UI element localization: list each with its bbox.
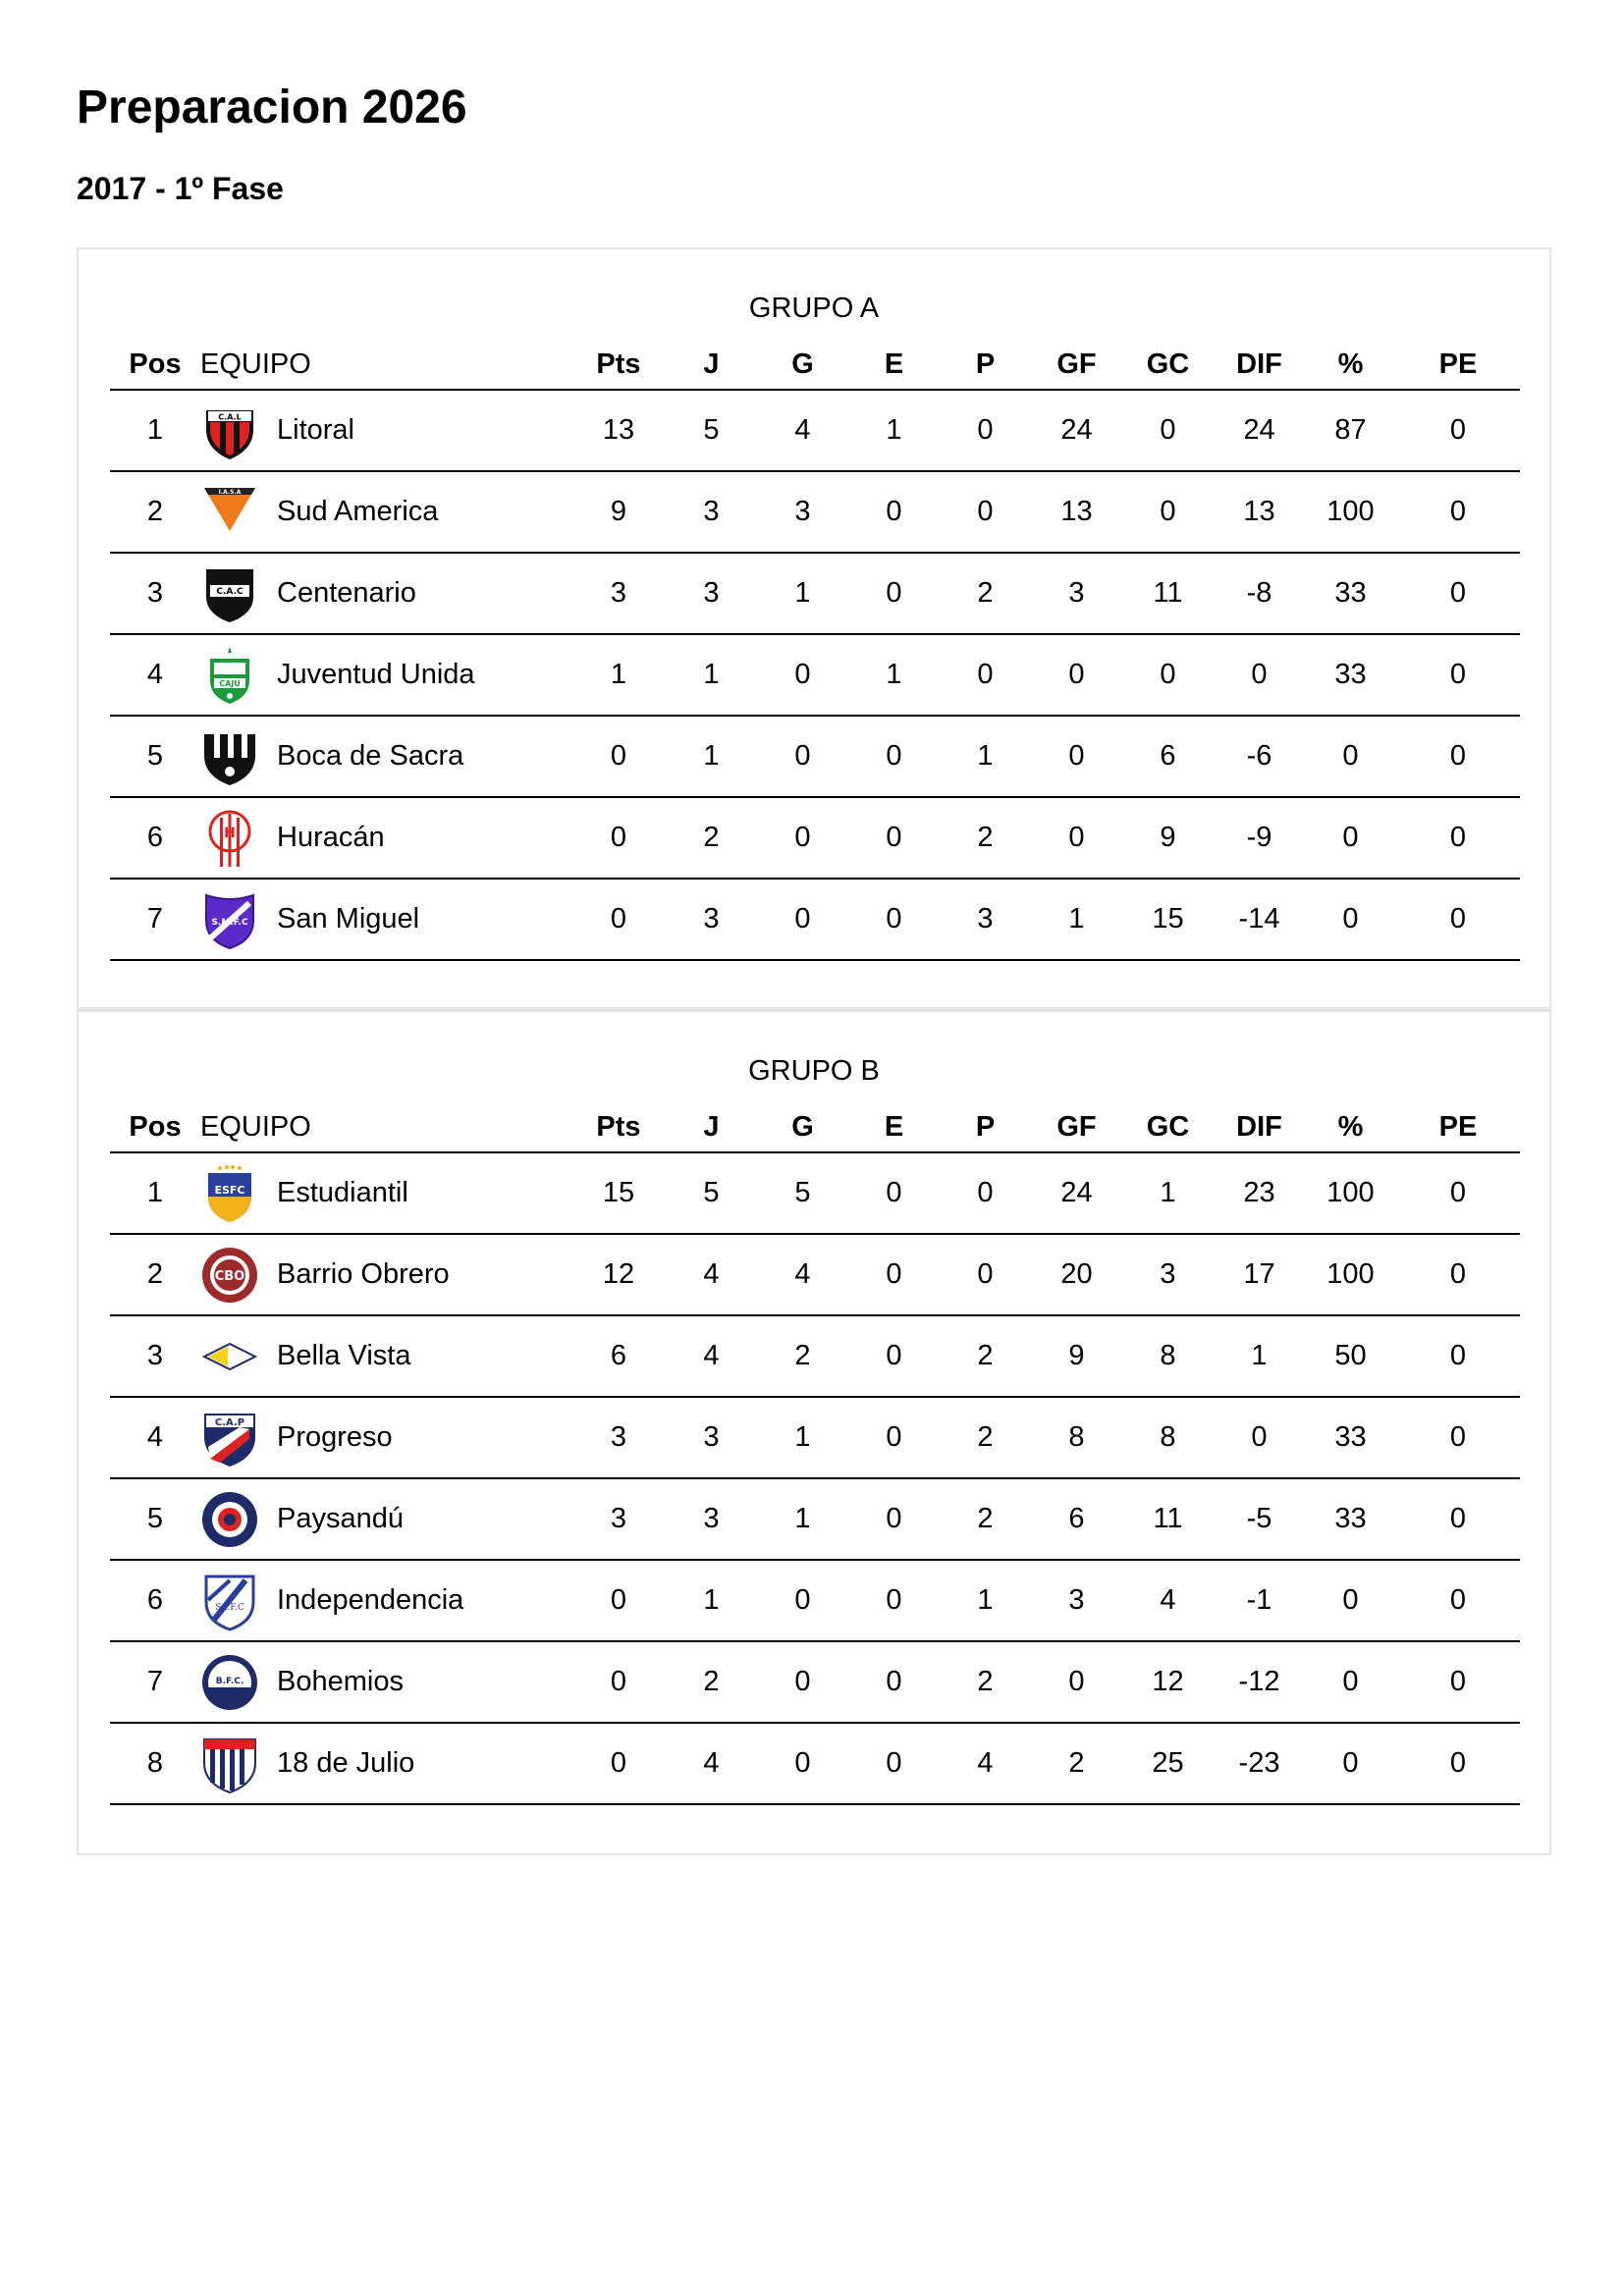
g-cell: 1 (757, 1397, 848, 1478)
svg-text:I.A.S.A: I.A.S.A (218, 488, 242, 496)
g-cell: 1 (757, 1478, 848, 1560)
p-cell: 0 (940, 1152, 1031, 1234)
estudiantil-crest-icon (200, 1163, 259, 1224)
j-cell: 4 (666, 1234, 757, 1315)
p-cell: 2 (940, 797, 1031, 879)
group-title: GRUPO B (748, 1055, 880, 1087)
pos-cell: 6 (110, 1560, 200, 1641)
gc-cell: 0 (1122, 390, 1214, 471)
table-row (110, 553, 1520, 634)
j-cell: 4 (666, 1723, 757, 1804)
gf-cell: 0 (1031, 1641, 1122, 1723)
j-cell: 3 (666, 1397, 757, 1478)
table-row (110, 1560, 1520, 1641)
pct-cell: 33 (1305, 1478, 1396, 1560)
j-cell: 3 (666, 879, 757, 960)
svg-text:ESFC: ESFC (214, 1183, 245, 1197)
p-cell: 0 (940, 390, 1031, 471)
g-cell: 2 (757, 1315, 848, 1397)
e-cell: 1 (848, 390, 940, 471)
gf-cell: 8 (1031, 1397, 1122, 1478)
pe-cell: 0 (1396, 390, 1520, 471)
g-cell: 0 (757, 1641, 848, 1723)
p-cell: 2 (940, 1641, 1031, 1723)
dif-cell: 0 (1214, 634, 1305, 716)
pct-cell: 0 (1305, 716, 1396, 797)
team-cell (200, 553, 571, 634)
e-cell: 0 (848, 1397, 940, 1478)
pct-cell: 33 (1305, 553, 1396, 634)
table-row (110, 1723, 1520, 1804)
p-cell: 4 (940, 1723, 1031, 1804)
page-subtitle: 2017 - 1º Fase (77, 171, 284, 206)
gf-cell: 3 (1031, 553, 1122, 634)
gc-cell: 0 (1122, 634, 1214, 716)
pos-cell: 2 (110, 471, 200, 553)
team-name: 18 de Julio (277, 1747, 415, 1779)
e-cell: 1 (848, 634, 940, 716)
pct-cell: 0 (1305, 797, 1396, 879)
j-cell: 1 (666, 634, 757, 716)
dif-cell: -14 (1214, 879, 1305, 960)
col-gf: GF (1031, 340, 1122, 390)
g-cell: 0 (757, 797, 848, 879)
header-row (110, 340, 1520, 390)
pct-cell: 100 (1305, 1234, 1396, 1315)
col-equipo: EQUIPO (200, 340, 571, 390)
g-cell: 0 (757, 1560, 848, 1641)
svg-text:H: H (224, 825, 236, 841)
e-cell: 0 (848, 879, 940, 960)
gc-cell: 25 (1122, 1723, 1214, 1804)
g-cell: 5 (757, 1152, 848, 1234)
e-cell: 0 (848, 1723, 940, 1804)
svg-text:CAJU: CAJU (219, 678, 241, 688)
col-j: J (666, 340, 757, 390)
team-cell (200, 716, 571, 797)
svg-text:C.A.C: C.A.C (216, 586, 243, 597)
e-cell: 0 (848, 1234, 940, 1315)
pts-cell: 0 (571, 879, 666, 960)
team-cell (200, 1641, 571, 1723)
pts-cell: 15 (571, 1152, 666, 1234)
svg-text:S.M.F.C: S.M.F.C (211, 917, 248, 928)
dif-cell: 17 (1214, 1234, 1305, 1315)
team-cell (200, 1397, 571, 1478)
pct-cell: 0 (1305, 1560, 1396, 1641)
gf-cell: 0 (1031, 797, 1122, 879)
team-cell (200, 1315, 571, 1397)
gc-cell: 0 (1122, 471, 1214, 553)
table-row (110, 1641, 1520, 1723)
table-row (110, 879, 1520, 960)
e-cell: 0 (848, 1152, 940, 1234)
page-title: Preparacion 2026 (77, 81, 467, 133)
team-name: Sud America (277, 496, 439, 527)
j-cell: 5 (666, 390, 757, 471)
standings-table (110, 340, 1520, 961)
team-cell (200, 1560, 571, 1641)
j-cell: 2 (666, 1641, 757, 1723)
team-cell (200, 1723, 571, 1804)
group-title: GRUPO A (748, 293, 880, 324)
pe-cell: 0 (1396, 1152, 1520, 1234)
pct-cell: 100 (1305, 1152, 1396, 1234)
p-cell: 2 (940, 1397, 1031, 1478)
dif-cell: -9 (1214, 797, 1305, 879)
litoral-crest-icon (200, 400, 259, 461)
e-cell: 0 (848, 797, 940, 879)
col-pos: Pos (110, 1102, 200, 1152)
huracan-crest-icon (200, 808, 259, 869)
team-name: Bohemios (277, 1666, 404, 1697)
pts-cell: 12 (571, 1234, 666, 1315)
team-cell (200, 634, 571, 716)
pts-cell: 0 (571, 797, 666, 879)
col-e: E (848, 340, 940, 390)
p-cell: 0 (940, 634, 1031, 716)
bella-vista-crest-icon (200, 1326, 259, 1387)
juventud-unida-crest-icon (200, 645, 259, 706)
pts-cell: 0 (571, 1723, 666, 1804)
san-miguel-crest-icon (200, 889, 259, 950)
pts-cell: 0 (571, 1560, 666, 1641)
team-name: Boca de Sacra (277, 740, 464, 772)
pts-cell: 6 (571, 1315, 666, 1397)
gc-cell: 3 (1122, 1234, 1214, 1315)
gf-cell: 3 (1031, 1560, 1122, 1641)
paysandu-crest-icon (200, 1489, 259, 1550)
pos-cell: 6 (110, 797, 200, 879)
gf-cell: 9 (1031, 1315, 1122, 1397)
table-row (110, 634, 1520, 716)
gf-cell: 13 (1031, 471, 1122, 553)
gf-cell: 24 (1031, 1152, 1122, 1234)
dif-cell: 13 (1214, 471, 1305, 553)
pct-cell: 87 (1305, 390, 1396, 471)
e-cell: 0 (848, 1315, 940, 1397)
col-dif: DIF (1214, 1102, 1305, 1152)
svg-text:S.I.F.C: S.I.F.C (215, 1602, 244, 1613)
pe-cell: 0 (1396, 553, 1520, 634)
col-pct: % (1305, 340, 1396, 390)
pts-cell: 0 (571, 1641, 666, 1723)
centenario-crest-icon (200, 563, 259, 624)
pos-cell: 5 (110, 1478, 200, 1560)
group-b-card (77, 1009, 1551, 1855)
team-name: Huracán (277, 822, 385, 853)
col-j: J (666, 1102, 757, 1152)
pts-cell: 0 (571, 716, 666, 797)
pos-cell: 4 (110, 1397, 200, 1478)
team-name: Centenario (277, 577, 416, 609)
team-name: Paysandú (277, 1503, 404, 1534)
team-name: Estudiantil (277, 1177, 408, 1208)
pct-cell: 50 (1305, 1315, 1396, 1397)
pos-cell: 1 (110, 1152, 200, 1234)
pts-cell: 9 (571, 471, 666, 553)
g-cell: 1 (757, 553, 848, 634)
barrio-obrero-crest-icon (200, 1245, 259, 1306)
pe-cell: 0 (1396, 1560, 1520, 1641)
pts-cell: 13 (571, 390, 666, 471)
gf-cell: 1 (1031, 879, 1122, 960)
table-row (110, 390, 1520, 471)
dif-cell: 23 (1214, 1152, 1305, 1234)
col-gc: GC (1122, 1102, 1214, 1152)
dif-cell: 1 (1214, 1315, 1305, 1397)
g-cell: 0 (757, 634, 848, 716)
pe-cell: 0 (1396, 1723, 1520, 1804)
header-row (110, 1102, 1520, 1152)
pos-cell: 3 (110, 1315, 200, 1397)
team-name: Progreso (277, 1421, 393, 1453)
dif-cell: -6 (1214, 716, 1305, 797)
team-name: Bella Vista (277, 1340, 411, 1371)
team-cell (200, 471, 571, 553)
gf-cell: 0 (1031, 716, 1122, 797)
p-cell: 3 (940, 879, 1031, 960)
pos-cell: 7 (110, 1641, 200, 1723)
gc-cell: 11 (1122, 1478, 1214, 1560)
pts-cell: 3 (571, 1478, 666, 1560)
gc-cell: 1 (1122, 1152, 1214, 1234)
dif-cell: -1 (1214, 1560, 1305, 1641)
team-cell (200, 390, 571, 471)
p-cell: 1 (940, 716, 1031, 797)
dif-cell: 24 (1214, 390, 1305, 471)
gc-cell: 6 (1122, 716, 1214, 797)
gf-cell: 24 (1031, 390, 1122, 471)
pe-cell: 0 (1396, 1641, 1520, 1723)
p-cell: 2 (940, 1478, 1031, 1560)
col-gf: GF (1031, 1102, 1122, 1152)
table-row (110, 716, 1520, 797)
dif-cell: -23 (1214, 1723, 1305, 1804)
pos-cell: 7 (110, 879, 200, 960)
e-cell: 0 (848, 1560, 940, 1641)
pts-cell: 1 (571, 634, 666, 716)
table-row (110, 1397, 1520, 1478)
col-dif: DIF (1214, 340, 1305, 390)
pct-cell: 33 (1305, 634, 1396, 716)
team-cell (200, 1478, 571, 1560)
pe-cell: 0 (1396, 879, 1520, 960)
g-cell: 4 (757, 390, 848, 471)
group-a-card (77, 247, 1551, 1009)
p-cell: 2 (940, 1315, 1031, 1397)
p-cell: 0 (940, 471, 1031, 553)
pct-cell: 100 (1305, 471, 1396, 553)
j-cell: 3 (666, 1478, 757, 1560)
gf-cell: 20 (1031, 1234, 1122, 1315)
pct-cell: 0 (1305, 1641, 1396, 1723)
dif-cell: -12 (1214, 1641, 1305, 1723)
col-g: G (757, 1102, 848, 1152)
p-cell: 0 (940, 1234, 1031, 1315)
pe-cell: 0 (1396, 1397, 1520, 1478)
svg-text:C.A.L: C.A.L (218, 412, 242, 421)
e-cell: 0 (848, 471, 940, 553)
gc-cell: 11 (1122, 553, 1214, 634)
pos-cell: 3 (110, 553, 200, 634)
team-cell (200, 1152, 571, 1234)
j-cell: 2 (666, 797, 757, 879)
pe-cell: 0 (1396, 471, 1520, 553)
e-cell: 0 (848, 1478, 940, 1560)
pos-cell: 8 (110, 1723, 200, 1804)
g-cell: 0 (757, 1723, 848, 1804)
col-e: E (848, 1102, 940, 1152)
p-cell: 2 (940, 553, 1031, 634)
table-row (110, 797, 1520, 879)
pe-cell: 0 (1396, 1315, 1520, 1397)
svg-text:CBO: CBO (214, 1268, 245, 1284)
pe-cell: 0 (1396, 1478, 1520, 1560)
18-de-julio-crest-icon (200, 1734, 259, 1794)
j-cell: 3 (666, 471, 757, 553)
gf-cell: 2 (1031, 1723, 1122, 1804)
e-cell: 0 (848, 1641, 940, 1723)
pts-cell: 3 (571, 553, 666, 634)
pe-cell: 0 (1396, 716, 1520, 797)
dif-cell: -8 (1214, 553, 1305, 634)
pos-cell: 5 (110, 716, 200, 797)
col-gc: GC (1122, 340, 1214, 390)
j-cell: 5 (666, 1152, 757, 1234)
p-cell: 1 (940, 1560, 1031, 1641)
svg-text:C.A.P: C.A.P (214, 1416, 245, 1428)
g-cell: 0 (757, 716, 848, 797)
col-p: P (940, 1102, 1031, 1152)
team-name: Barrio Obrero (277, 1258, 450, 1290)
boca-de-sacra-crest-icon (200, 726, 259, 787)
table-row (110, 1478, 1520, 1560)
team-name: San Miguel (277, 903, 420, 934)
gf-cell: 6 (1031, 1478, 1122, 1560)
gc-cell: 8 (1122, 1397, 1214, 1478)
pct-cell: 33 (1305, 1397, 1396, 1478)
gc-cell: 8 (1122, 1315, 1214, 1397)
team-cell (200, 797, 571, 879)
j-cell: 3 (666, 553, 757, 634)
pos-cell: 1 (110, 390, 200, 471)
team-name: Litoral (277, 414, 354, 446)
col-pct: % (1305, 1102, 1396, 1152)
table-row (110, 1234, 1520, 1315)
col-pts: Pts (571, 1102, 666, 1152)
progreso-crest-icon (200, 1408, 259, 1468)
col-pos: Pos (110, 340, 200, 390)
col-pe: PE (1396, 1102, 1520, 1152)
g-cell: 3 (757, 471, 848, 553)
j-cell: 4 (666, 1315, 757, 1397)
gc-cell: 12 (1122, 1641, 1214, 1723)
pos-cell: 2 (110, 1234, 200, 1315)
svg-text:B.F.C.: B.F.C. (215, 1676, 244, 1686)
g-cell: 0 (757, 879, 848, 960)
bohemios-crest-icon (200, 1652, 259, 1713)
gf-cell: 0 (1031, 634, 1122, 716)
pos-cell: 4 (110, 634, 200, 716)
pct-cell: 0 (1305, 879, 1396, 960)
gc-cell: 4 (1122, 1560, 1214, 1641)
table-row (110, 1152, 1520, 1234)
dif-cell: -5 (1214, 1478, 1305, 1560)
pe-cell: 0 (1396, 1234, 1520, 1315)
pe-cell: 0 (1396, 797, 1520, 879)
j-cell: 1 (666, 716, 757, 797)
col-g: G (757, 340, 848, 390)
col-p: P (940, 340, 1031, 390)
independencia-crest-icon (200, 1571, 259, 1631)
pe-cell: 0 (1396, 634, 1520, 716)
gc-cell: 9 (1122, 797, 1214, 879)
col-pts: Pts (571, 340, 666, 390)
col-pe: PE (1396, 340, 1520, 390)
team-cell (200, 1234, 571, 1315)
standings-table (110, 1102, 1520, 1805)
table-row (110, 471, 1520, 553)
table-row (110, 1315, 1520, 1397)
col-equipo: EQUIPO (200, 1102, 571, 1152)
e-cell: 0 (848, 716, 940, 797)
pct-cell: 0 (1305, 1723, 1396, 1804)
e-cell: 0 (848, 553, 940, 634)
gc-cell: 15 (1122, 879, 1214, 960)
pts-cell: 3 (571, 1397, 666, 1478)
j-cell: 1 (666, 1560, 757, 1641)
team-name: Independencia (277, 1584, 464, 1616)
sud-america-crest-icon (200, 482, 259, 543)
dif-cell: 0 (1214, 1397, 1305, 1478)
g-cell: 4 (757, 1234, 848, 1315)
team-cell (200, 879, 571, 960)
team-name: Juventud Unida (277, 659, 475, 690)
